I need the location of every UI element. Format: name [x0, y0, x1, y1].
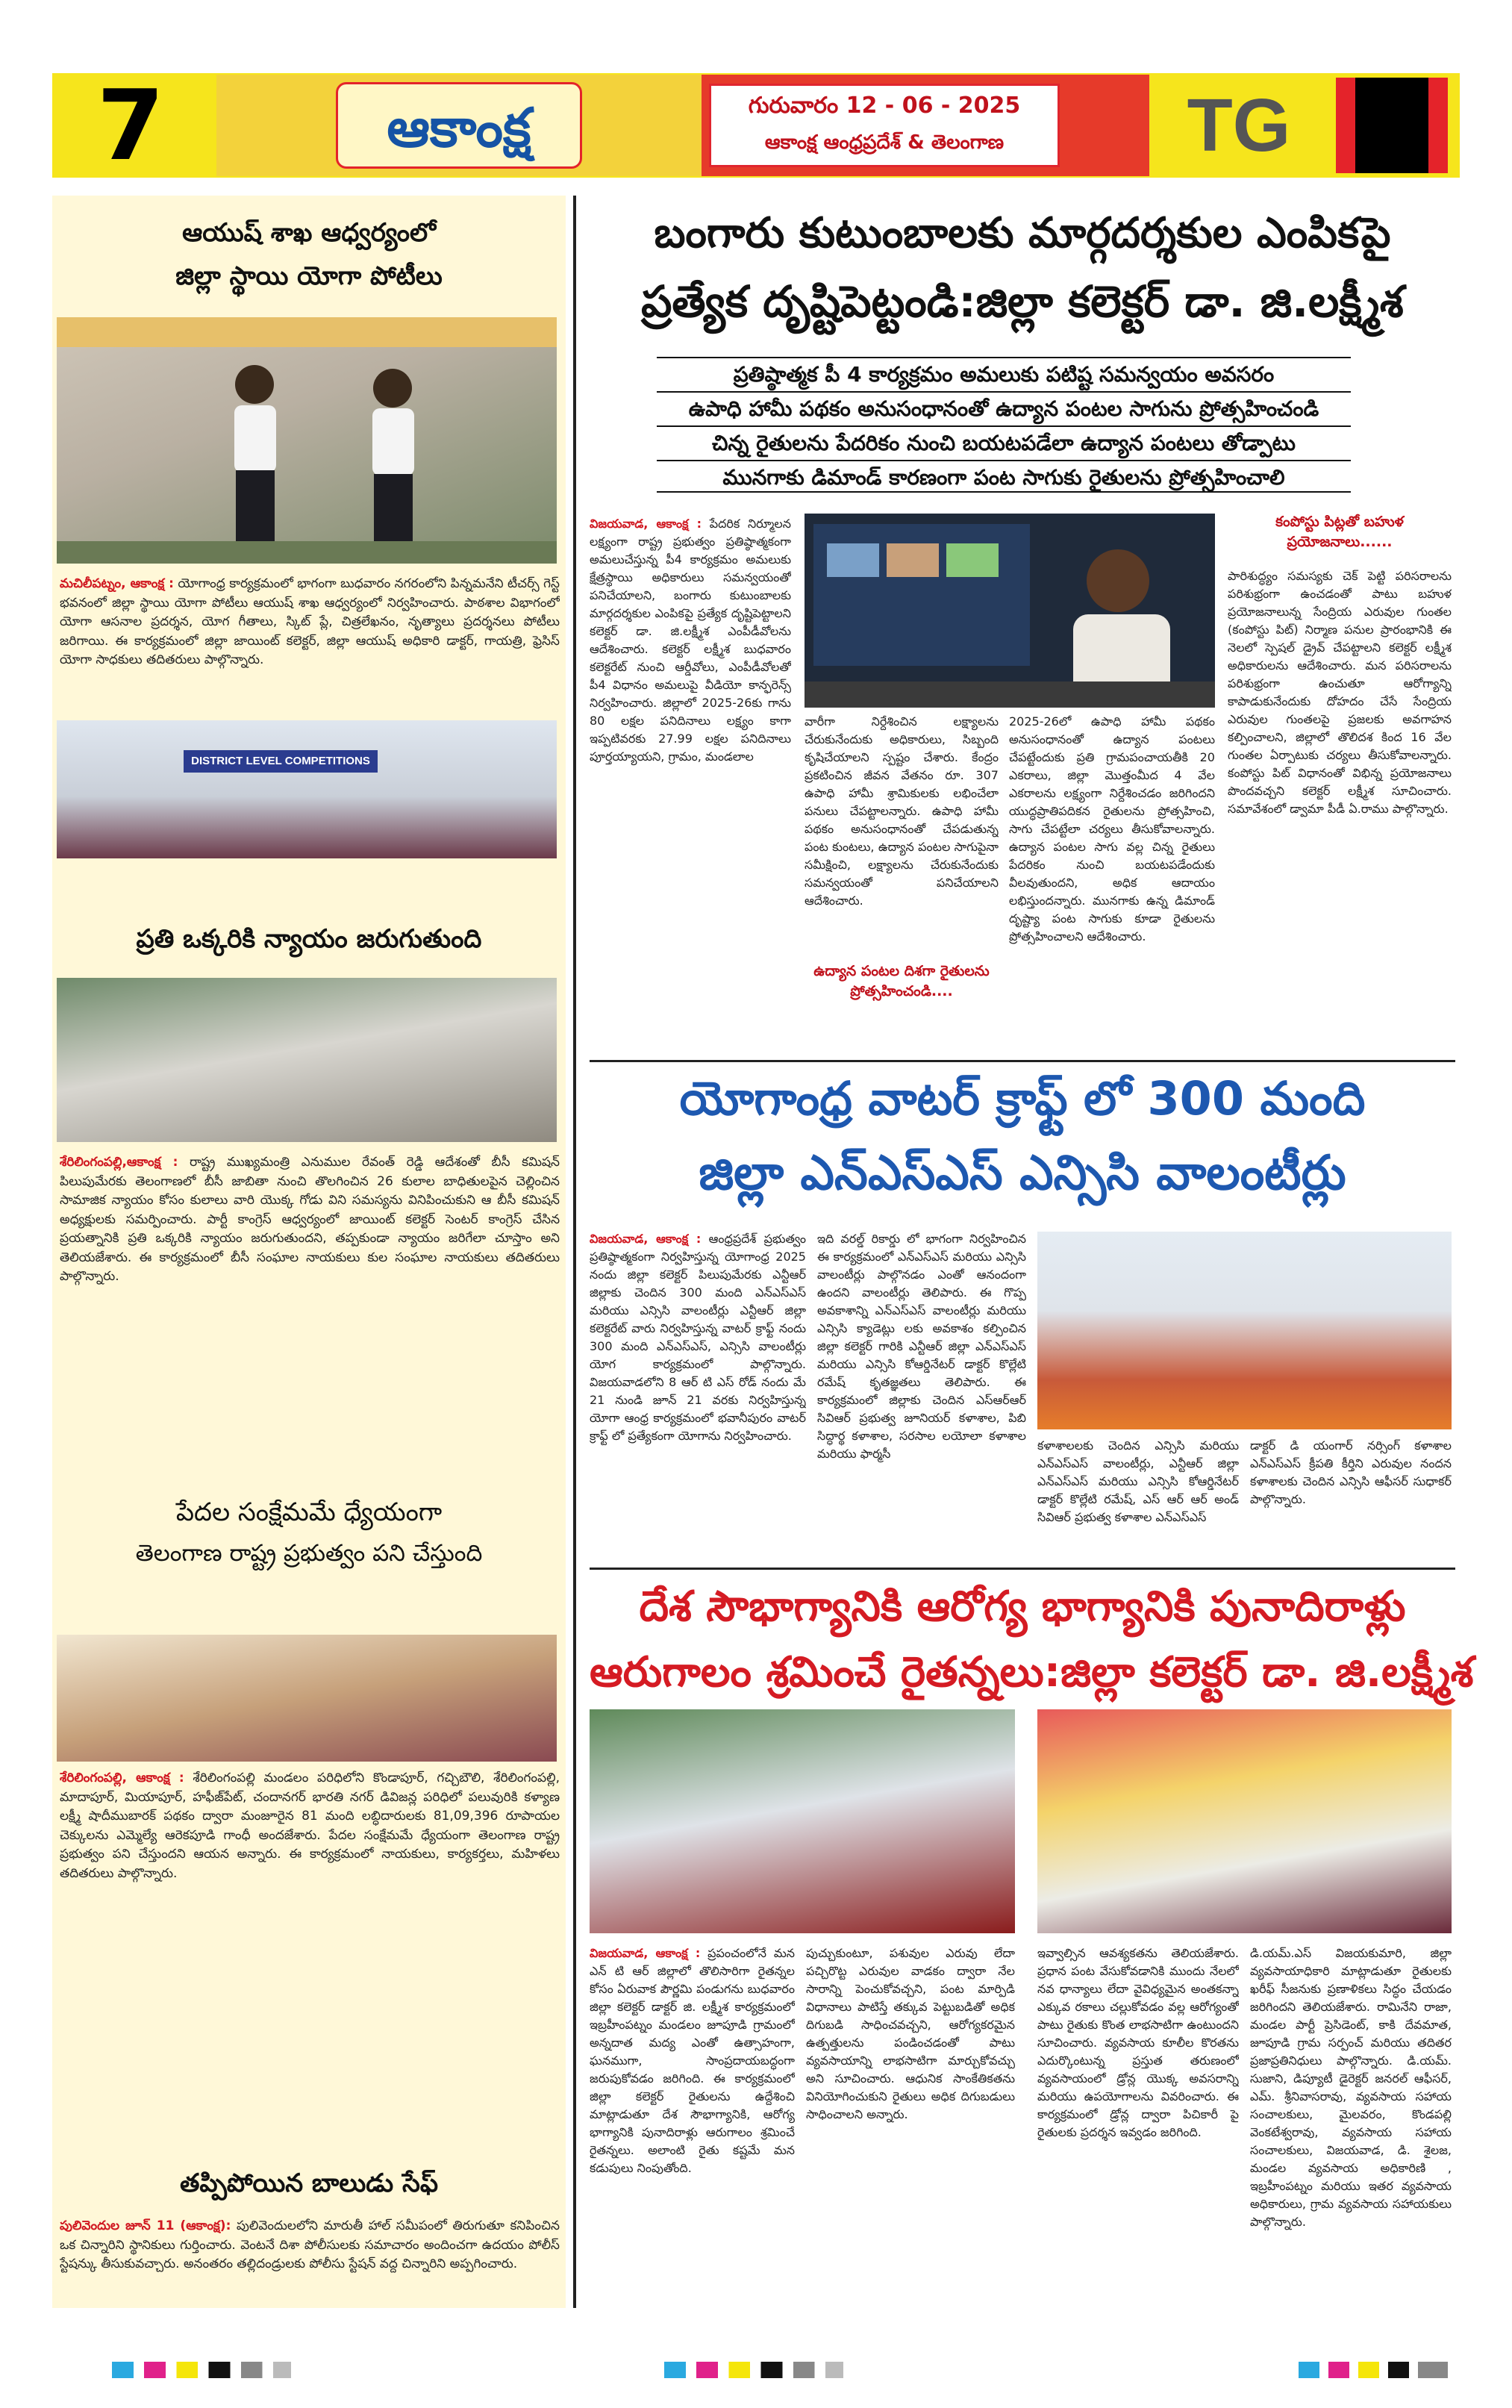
story1-body [60, 575, 560, 694]
newspaper-logo: ఆకాంక్ష [336, 82, 582, 169]
color-registration-bar [112, 2362, 291, 2378]
story3-dateline: శేరిలింగంపల్లి, ఆకాంక్ష : [60, 1771, 184, 1785]
lead-col2: వారీగా నిర్దేశించిన లక్ష్యాలను చేరుకునేందుకు అధికారులు, సిబ్బంది కృషిచేయాలని స్పష్టం చేశారు. కేంద్రం ప్రకటించిన జీవన వేతనం రూ. 307 ఉపాధి హామీ శ్రామికులకు లభించేలా పనులు చేపట్టాలన్నారు. ఉపాధి హామీ పథకం అనుసంధానంతో చేపడుతున్న పంట కుంటలు, ఉద్యాన పంటల సాగుపైనా సమీక్షించి, లక్ష్యాలను చేరుకునేందుకు సమన్వయంతో పనిచేయాలని ఆదేశించారు. [805, 714, 999, 908]
photo-floor [57, 541, 557, 564]
lead-headline-line2: ప్రత్యేక దృష్టిపెట్టండి:జిల్లా కలెక్టర్ డా. జి.లక్ష్మీశ [641, 276, 1404, 327]
section-divider [590, 1568, 1455, 1570]
lead-sub-4: మునగాకు డిమాండ్ కారణంగా పంట సాగుకు రైతులను ప్రోత్సహించాలి [657, 460, 1351, 493]
column-divider [573, 196, 576, 2308]
story2-text: రాష్ట్ర ముఖ్యమంత్రి ఎనుముల రేవంత్ రెడ్డి ఆదేశంతో బీసీ కమిషన్ పిలుపుమేరకు తెలంగాణలో బీసీ జాబితా నుంచి తొలగించిన 26 కులాల బాధితులపైన చెల్లించిన సామాజిక న్యాయం కోసం కులాలు వారి యొక్క గోడు విని సమస్యను వినిపించుకుని ఆ బీసీ కమిషన్ అధ్యక్షులకు సమర్పించారు. పార్టీ కాంగ్రెస్ ఆధ్వర్యంలో జాయింట్ కలెక్టర్ సెంటర్ కాంగ్రెస్ చేసిన ప్రయత్నానికి ప్రతి ఒక్కరికి న్యాయం జరుగుతుందని, తప్పకుండా న్యాయం జరిగేలా చూస్తాం అని తెలియజేశారు. ఈ కార్యక్రమంలో బీసీ సంఘాల నాయకులు కుల సంఘాల నాయకులు తదితరులు పాల్గొన్నారు. [60, 1155, 560, 1284]
story1-title-line2: జిల్లా స్థాయి యోగా పోటీలు [175, 261, 443, 291]
farmers-col1-text: ప్రపంచంలోనే మన ఎన్ టి ఆర్ జిల్లాలో తొలిసారిగా రైతన్నల కోసం ఏరువాక పౌర్ణమి పండుగను బుధవారం జిల్లా కలెక్టర్ డాక్టర్ జి. లక్ష్మీశ కార్యక్రమంలో ఇబ్రహీంపట్నం మండలం జూపూడి గ్రామంలో అన్నదాత మద్య ఎంతో ఉత్సాహంగా, ఘనముగా, సాంప్రదాయబద్ధంగా జరుపుకోవడం జరిగింది. ఈ కార్యక్రమంలో జిల్లా కలెక్టర్ రైతులను ఉద్దేశించి మాట్లాడుతూ దేశ సౌభాగ్యానికి, ఆరోగ్య భాగ్యానికి పునాదిరాళ్లు ఆరుగాలం శ్రమించే రైతన్నలు. అలాంటి రైతు కష్టమే మన కడుపులు నింపుతోంది. [590, 1946, 795, 2175]
lead-col1 [590, 515, 791, 1052]
lead-headline-line1: బంగారు కుటుంబాలకు మార్గదర్శకుల ఎంపికపై [654, 209, 1391, 258]
page-number: 7 [52, 73, 209, 178]
story1-text: యోగాంధ్ర కార్యక్రమంలో భాగంగా బుధవారం నగరంలోని పిన్నమనేని టీచర్స్ గెస్ట్ భవనంలో జిల్లా స్థాయి యోగా పోటీలు ఆయుష్ శాఖ ఆధ్వర్యంలో నిర్వహించారు. పాఠశాల విభాగంలో యోగా ఆసనాల ప్రదర్శన, యోగ గీతాలు, స్కిట్ ప్లే, చిత్రలేఖనం, నృత్యాలు ప్రదర్శనలు పోటీలు జరిగాయి. ఈ కార్యక్రమంలో జిల్లా జాయింట్ కలెక్టర్, జిల్లా ఆయుష్ అధికారి డాక్టర్, గాయత్రి, ఫ్రెసిస్ యోగా సాధకులు తదితరులు పాల్గొన్నారు. [60, 576, 560, 667]
yoga-competition-photo [57, 317, 557, 564]
collector-head [1087, 549, 1149, 612]
yoga-col2: ఇది వరల్డ్ రికార్డు లో భాగంగా నిర్వహించిన ఈ కార్యక్రమంలో ఎన్ఎస్ఎస్ మరియు ఎన్సిసి వాలంటీర్లు పాల్గొనడం ఎంతో ఆనందంగా ఉందని వాలంటీర్లు తెలిపారు. ఈ గొప్ప అవకాశాన్ని ఎన్ఎస్ఎస్ వాలంటీర్లు మరియు ఎన్సిసి క్యాడెట్లు లకు అవకాశం కల్పించిన జిల్లా కలెక్టర్ గారికి ఎన్టీఆర్ జిల్లా ఎన్ఎస్ఎస్ మరియు ఎన్సిసి కోఆర్డినేటర్ డాక్టర్ కొల్లేటి రమేష్ కృతజ్ఞతలు తెలిపారు. ఈ కార్యక్రమంలో జిల్లాకు చెందిన ఎస్ఆర్ఆర్ సివిఆర్ ప్రభుత్వ జూనియర్ కళాశాల, పిబి సిద్ధార్థ కళాశాల, సరసాల లయోలా కళాశాల మరియు ఫార్మసీ [817, 1232, 1026, 1461]
story1-dateline: మచిలీపట్నం, ఆకాంక్ష : [60, 576, 174, 591]
yoga-col4: డాక్టర్ డి యంగార్ నర్సింగ్ కళాశాల ఎన్ఎస్ఎస్ క్రీపతి కీర్తిని ఎరువుల నందన కళాశాలకు చెందిన ఎన్సిసి ఆఫీసర్ సుధాకర్ పాల్గొన్నారు. [1250, 1438, 1452, 1506]
figure-body-1 [234, 405, 276, 472]
cheque-distribution-photo [57, 1635, 557, 1762]
story3-body [60, 1769, 560, 2150]
story2-dateline: శేరిలింగంపల్లి,ఆకాంక్ష : [60, 1155, 178, 1170]
date-line: గురువారం 12 - 06 - 2025 [748, 93, 1021, 119]
conference-illustration [805, 514, 1215, 708]
video-conference-photo [805, 514, 1215, 708]
screen-tile [887, 543, 939, 577]
story3-title-line2: తెలంగాణ రాష్ట్ర ప్రభుత్వం పని చేస్తుంది [135, 1540, 483, 1567]
figure-head-1 [235, 365, 274, 404]
story3-text: శేరిలింగంపల్లి మండలం పరిధిలోని కొండాపూర్, గచ్చిబౌలి, శేరిలింగంపల్లి, మాదాపూర్, మియాపూర్, హఫీజ్‌పేట్, చందానగర్ భారతి నగర్ డివిజన్ల పరిధిలో పలువురికి కళ్యాణ లక్ష్మీ షాదీముబారక్ పథకం ద్వారా మంజూరైన 81 మంది లబ్ధిదారులకు 81,09,396 రూపాయల చెక్కులను ఎమ్మెల్యే ఆరెకపూడి గాంధీ అందజేశారు. పేదల సంక్షేమమే ధ్యేయంగా తెలంగాణ రాష్ట్ర ప్రభుత్వం పని చేస్తుందని ఆయన అన్నారు. ఈ కార్యక్రమంలో నాయకులు, కార్యకర్తలు, మహిళలు తదితరులు పాల్గొన్నారు. [60, 1771, 560, 1881]
photo-banner [57, 317, 557, 347]
yoga-headline-line1: యోగాంధ్ర వాటర్ క్రాఫ్ట్ లో 300 మంది [679, 1071, 1366, 1126]
yoga-headline-line2: జిల్లా ఎన్ఎస్ఎస్ ఎన్సిసి వాలంటీర్లు [699, 1146, 1346, 1201]
lead-sub-2: ఉపాధి హామీ పథకం అనుసంధానంతో ఉద్యాన పంటల సాగును ప్రోత్సహించండి [657, 391, 1351, 424]
story2-title: ప్రతి ఒక్కరికి న్యాయం జరుగుతుంది [136, 924, 482, 954]
story1-title-line1: ఆయుష్ శాఖ ఆధ్వర్యంలో [182, 218, 436, 248]
lead-col4: పారిశుద్ధ్యం సమస్యకు చెక్ పెట్టి పరిసరాలను పరిశుభ్రంగా ఉంచడంతో పాటు బహుళ ప్రయోజనాలున్న సేంద్రియ ఎరువుల గుంతల (కంపోస్టు పిట్) నిర్మాణ పనుల ప్రారంభానికి ఈ నెలలో స్పెషల్ డ్రైవ్ చేపట్టాలని కలెక్టర్ లక్ష్మీశ అధికారులను ఆదేశించారు. మన పరిసరాలను పరిశుభ్రంగా ఉంచుతూ ఆరోగ్యాన్ని కాపాడుకునేందుకు దోహదం చేసే సేంద్రియ ఎరువుల గుంతలపై ప్రజలకు అవగాహన కల్పించాలని, జిల్లాలో తొలిదశ కింద 16 వేల గుంతల ఏర్పాటుకు చర్యలు తీసుకోవాలన్నారు. కంపోస్టు పిట్ విధానంతో విభిన్న ప్రయోజనాలు పొందవచ్చని కలెక్టర్ లక్ష్మీశ సూచించారు. సమావేశంలో డ్వామా పీడీ ఏ.రాము పాల్గొన్నారు. [1228, 569, 1452, 816]
screen-tile [827, 543, 879, 577]
felicitation-photo [1037, 1709, 1452, 1933]
region-label: TG [1164, 75, 1313, 176]
lead-sub-1: ప్రతిష్ఠాత్మక పీ 4 కార్యక్రమం అమలుకు పటిష్ట సమన్వయం అవసరం [657, 357, 1351, 390]
edition-line: ఆకాంక్ష ఆంధ్రప్రదేశ్ & తెలంగాణ [764, 131, 1005, 154]
farmers-col4: డి.యమ్.ఎస్ విజయకుమారి, జిల్లా వ్యవసాయాధికారి మాట్లాడుతూ రైతులకు ఖరీఫ్ సీజనుకు ప్రణాళికలు సిద్ధం చేయడం జరిగిందని తెలియజేశారు. రామినేని రాజా, మండల పార్టీ ప్రెసిడెంట్, కాకి దేవమాత, జూపూడి గ్రామ సర్పంచ్ మరియు తదితర ప్రజాప్రతినిధులు పాల్గొన్నారు. డి.యమ్. సుజాని, డిప్యూటీ డైరెక్టర్ జనరల్ ఆఫీసర్, ఎమ్. శ్రీనివాసరావు, వ్యవసాయ సహాయ సంచాలకులు, మైలవరం, కొండపల్లి వెంకటేశ్వరావు, వ్యవసాయ సహాయ సంచాలకులు, విజయవాడ, డి. శైలజ, మండల వ్యవసాయ అధికారిణి , ఇబ్రహీంపట్నం మరియు ఇతర వ్యవసాయ అధికారులు, గ్రామ వ్యవసాయ సహాయకులు పాల్గొన్నారు. [1250, 1946, 1452, 2229]
lead-caption2: కంపోస్టు పిట్లతో బహుళ ప్రయోజనాలు...... [1275, 514, 1404, 550]
farmers-dateline: విజయవాడ, ఆకాంక్ష : [590, 1946, 701, 1960]
ploughing-ceremony-photo [590, 1709, 1015, 1933]
lead-caption1: ఉద్యాన పంటల దిశగా రైతులను ప్రోత్సహించండి.... [813, 963, 990, 999]
story2-body [60, 1153, 560, 1441]
story4-text: పులివెందులలోని మారుతీ హాల్ సమీపంలో తిరుగుతూ కనిపించిన ఒక చిన్నారిని స్థానికులు గుర్తించారు. వెంటనే దిశా పోలీసులకు సమాచారం అందించగా ఉదయం పోలీస్ స్టేషన్కు తీసుకువచ్చారు. అనంతరం తల్లిదండ్రులకు పోలీసు స్టేషన్ వద్ద చిన్నారిని అప్పగించారు. [60, 2218, 560, 2271]
color-registration-bar [664, 2362, 843, 2378]
water-craft-yoga-photo [1037, 1232, 1452, 1429]
farmers-col3: ఇవ్వాల్సిన ఆవశ్యకతను తెలియజేశారు. ప్రధాన పంట వేసుకోవడానికి ముందు నేలలో నవ ధాన్యాలు లేదా వైవిధ్యమైన అంతకన్నా ఎక్కువ రకాలు చల్లుకోవడం వల్ల ఆరోగ్యంతో పాటు రైతుకు కొంత లాభసాటిగా ఉంటుందని సూచించారు. వ్యవసాయ కూలీల కొరతను ఎదుర్కొంటున్న ప్రస్తుత తరుణంలో వ్యవసాయంలో డ్రోన్ల యొక్క అవసరాన్ని మరియు ఉపయోగాలను వివరించారు. ఈ కార్యక్రమంలో డ్రోన్ల ద్వారా పిచికారీ పై రైతులకు ప్రదర్శన ఇవ్వడం జరిగింది. [1037, 1946, 1239, 2139]
story3-title-line1: పేదల సంక్షేమమే ధ్యేయంగా [175, 1497, 443, 1527]
lead-col1-text: పేదరిక నిర్మూలన లక్ష్యంగా రాష్ట్ర ప్రభుత్వం ప్రతిష్ఠాత్మకంగా అమలుచేస్తున్న పీ4 కార్యక్రమం అమలుకు క్షేత్రస్థాయి అధికారులు సమన్వయంతో పనిచేయాలని, బంగారు కుటుంబాలకు మార్గదర్శకుల ఎంపికపై ప్రత్యేక దృష్టిపెట్టాలని కలెక్టర్ డా. జి.లక్ష్మీశ ఎంపీడీవోలను ఆదేశించారు. కలెక్టర్ లక్ష్మీశ బుధవారం కలెక్టరేట్ నుంచి ఆర్డీవోలు, ఎంపీడీవోలతో పీ4 విధానం అమలుపై వీడియో కాన్ఫరెన్స్ నిర్వహించారు. జిల్లాలో 2025-26కు గాను 80 లక్షల పనిదినాలు లక్ష్యం కాగా ఇప్పటివరకు 27.99 లక్షల పనిదినాలు పూర్తయ్యాయని, గ్రామం, మండలాల [590, 517, 791, 764]
yoga-col1-text: ఆంధ్రప్రదేశ్ ప్రభుత్వం ప్రతిష్ఠాత్మకంగా నిర్వహిస్తున్న యోగాంధ్ర 2025 నందు జిల్లా కలెక్టర్ పిలుపుమేరకు ఎన్టీఆర్ జిల్లాకు చెందిన 300 మంది ఎన్ఎస్ఎస్ మరియు ఎన్సిసి వాలంటీర్లు ఎన్టీఆర్ జిల్లా కలెక్టరేట్ వారు నిర్వహిస్తున్న వాటర్ క్రాఫ్ట్ నందు 300 మంది ఎన్ఎస్ఎస్, ఎన్సిసి వాలంటీర్లు యోగ కార్యక్రమంలో పాల్గొన్నారు. విజయవాడలోని 8 ఆర్ టి ఎస్ రోడ్ నందు మే 21 నుండి జూన్ 21 వరకు నిర్వహిస్తున్న యోగా ఆంధ్ర కార్యక్రమంలో భవానీపురం వాటర్ క్రాఫ్ట్ లో ప్రత్యేకంగా యోగాను నిర్వహించారు. [590, 1232, 806, 1443]
figure-body-2 [372, 408, 414, 475]
farmers-col2: పుచ్చుకుంటూ, పశువుల ఎరువు లేదా పచ్చిరొట్ట ఎరువుల వాడకం ద్వారా నేల సారాన్ని పెంచుకోవచ్చని, పంట మార్పిడి విధానాలు పాటిస్తే తక్కువ పెట్టుబడితో అధిక దిగుబడి సాధించవచ్చని, ఆరోగ్యకరమైన ఉత్పత్తులను పండించడంతో పాటు వ్యవసాయాన్ని లాభసాటిగా మార్చుకోవచ్చు అని సూచించారు. ఆధునిక సాంకేతికతను వినియోగించుకుని రైతులు అధిక దిగుబడులు సాధించాలని అన్నారు. [806, 1946, 1015, 2121]
yoga-col3: కళాశాలలకు చెందిన ఎన్సిసి మరియు ఎన్ఎస్ఎస్ వాలంటీర్లు, ఎన్టీఆర్ జిల్లా ఎన్ఎస్ఎస్ మరియు ఎన్సిసి కోఆర్డినేటర్ డాక్టర్ కొల్లేటి రమేష్, ఎస్ ఆర్ ఆర్ అండ్ సివిఆర్ ప్రభుత్వ కళాశాల ఎన్ఎస్ఎస్ [1037, 1438, 1239, 1524]
flag-block [1336, 78, 1448, 173]
color-registration-bar [1299, 2362, 1448, 2378]
figure-legs-2 [374, 474, 413, 552]
stage-banner: DISTRICT LEVEL COMPETITIONS [184, 750, 378, 773]
figure-legs-1 [236, 470, 275, 552]
farmers-headline-line2: ఆరుగాలం శ్రమించే రైతన్నలు:జిల్లా కలెక్టర్ డా. జి.లక్ష్మీశ [590, 1648, 1474, 1697]
desk [805, 681, 1215, 708]
yoga-col1 [590, 1230, 806, 1573]
yoga-photo-illustration [57, 317, 557, 564]
story4-dateline: పులివెందుల జూన్ 11 (ఆకాంక్ష): [60, 2218, 231, 2233]
section-divider [590, 1060, 1455, 1062]
story4-title: తప్పిపోయిన బాలుడు సేఫ్ [179, 2168, 439, 2198]
farmers-headline-line1: దేశ సౌభాగ్యానికి ఆరోగ్య భాగ్యానికి పునాదిరాళ్లు [639, 1582, 1406, 1631]
figure-head-2 [373, 369, 412, 408]
lead-col3: 2025-26లో ఉపాధి హామీ పథకం అనుసంధానంతో ఉద్యాన పంటలు చేపట్టేందుకు ప్రతి గ్రామపంచాయతీకి 20 ఎకరాలు, జిల్లా మొత్తంమీద 4 వేల ఎకరాలను లక్ష్యంగా నిర్దేశించడం జరిగిందని యుద్ధప్రాతిపదికన రైతులను ప్రోత్సహించి, సాగు చేపట్టేలా చర్యలు తీసుకోవాలన్నారు. ఉద్యాన పంటల సాగు వల్ల చిన్న రైతులు పేదరికం నుంచి బయటపడేందుకు వీలవుతుందని, అధిక ఆదాయం లభిస్తుందన్నారు. మునగాకు ఉన్న డిమాండ్ దృష్ట్యా పంట సాగుకు కూడా రైతులను ప్రోత్సహించాలని ఆదేశించారు. [1009, 714, 1215, 943]
competition-stage-photo [57, 720, 557, 858]
story4-body [60, 2217, 560, 2306]
rally-photo [57, 978, 557, 1142]
lead-dateline: విజయవాడ, ఆకాంక్ష : [590, 517, 702, 531]
screen-tile [946, 543, 999, 577]
lead-sub-3: చిన్న రైతులను పేదరికం నుంచి బయటపడేలా ఉద్యాన పంటలు తోడ్పాటు [657, 425, 1351, 458]
yoga-dateline: విజయవాడ, ఆకాంక్ష : [590, 1232, 702, 1246]
farmers-col1 [590, 1944, 795, 2303]
